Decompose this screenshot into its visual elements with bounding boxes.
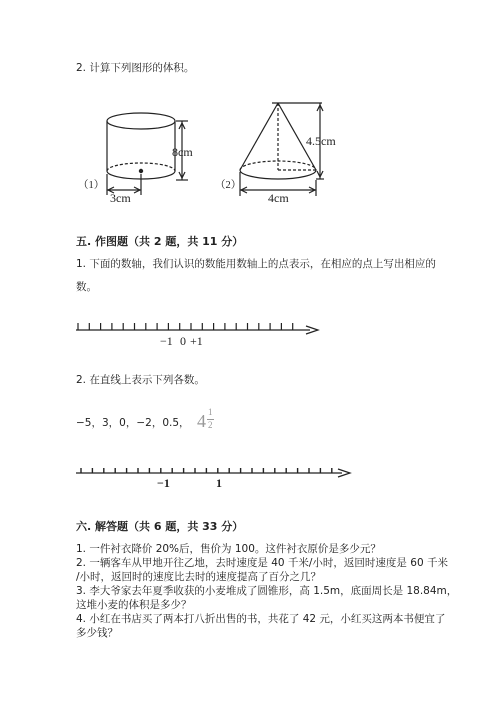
- numberline-2-label-one: 1: [216, 476, 222, 490]
- section-6-question-3-line-1: 3. 李大爷家去年夏季收获的小麦堆成了圆锥形，高 1.5m，底面周长是 18.84m，: [76, 585, 458, 597]
- section-5-heading: 五. 作图题（共 2 题，共 11 分）: [76, 235, 244, 248]
- numberline-1-label-plus1: +1: [190, 334, 203, 348]
- section-5-question-2-numbers: −5，3，0，−2，0.5，: [76, 417, 190, 429]
- number-line-2: [76, 468, 350, 477]
- numberline-2-label-minus1: −1: [157, 476, 170, 490]
- cylinder-diameter-label: 3cm: [110, 191, 131, 205]
- cone-height-label: 4.5cm: [306, 134, 336, 148]
- cone-label: （2）: [215, 180, 242, 191]
- cone-diameter-label: 4cm: [268, 191, 289, 205]
- question-2-title: 2. 计算下列图形的体积。: [76, 62, 195, 74]
- cylinder-height-label: 8cm: [172, 145, 193, 159]
- section-6-heading: 六. 解答题（共 6 题，共 33 分）: [76, 520, 244, 533]
- section-6-question-4-line-1: 4. 小红在书店买了两本打八折出售的书，共花了 42 元，小红买这两本书便宜了: [76, 613, 446, 625]
- mixed-number-numerator: 1: [208, 407, 213, 417]
- number-line-1: [76, 323, 318, 334]
- section-5-question-1-line-2: 数。: [76, 281, 97, 293]
- mixed-number-whole: 4: [197, 411, 206, 431]
- cone-figure: [240, 103, 324, 196]
- section-6-question-1: 1. 一件衬衣降价 20%后，售价为 100。这件衬衣原价是多少元？: [76, 543, 381, 555]
- section-6-question-2-line-1: 2. 一辆客车从甲地开往乙地，去时速度是 40 千米/小时，返回时速度是 60 千米: [76, 557, 448, 569]
- mixed-number-denominator: 2: [208, 420, 213, 430]
- section-6-question-2-line-2: /小时，返回时的速度比去时的速度提高了百分之几？: [76, 571, 322, 583]
- section-5-question-1-line-1: 1. 下面的数轴，我们认识的数能用数轴上的点表示，在相应的点上写出相应的: [76, 258, 436, 270]
- section-5-question-2: 2. 在直线上表示下列各数。: [76, 374, 205, 386]
- section-6-question-4-line-2: 多少钱？: [76, 627, 118, 639]
- numberline-1-label-minus1: −1: [160, 334, 173, 348]
- section-6-question-3-line-2: 这堆小麦的体积是多少？: [76, 599, 192, 611]
- cylinder-label: （1）: [78, 180, 105, 191]
- numberline-1-label-zero: 0: [180, 334, 186, 348]
